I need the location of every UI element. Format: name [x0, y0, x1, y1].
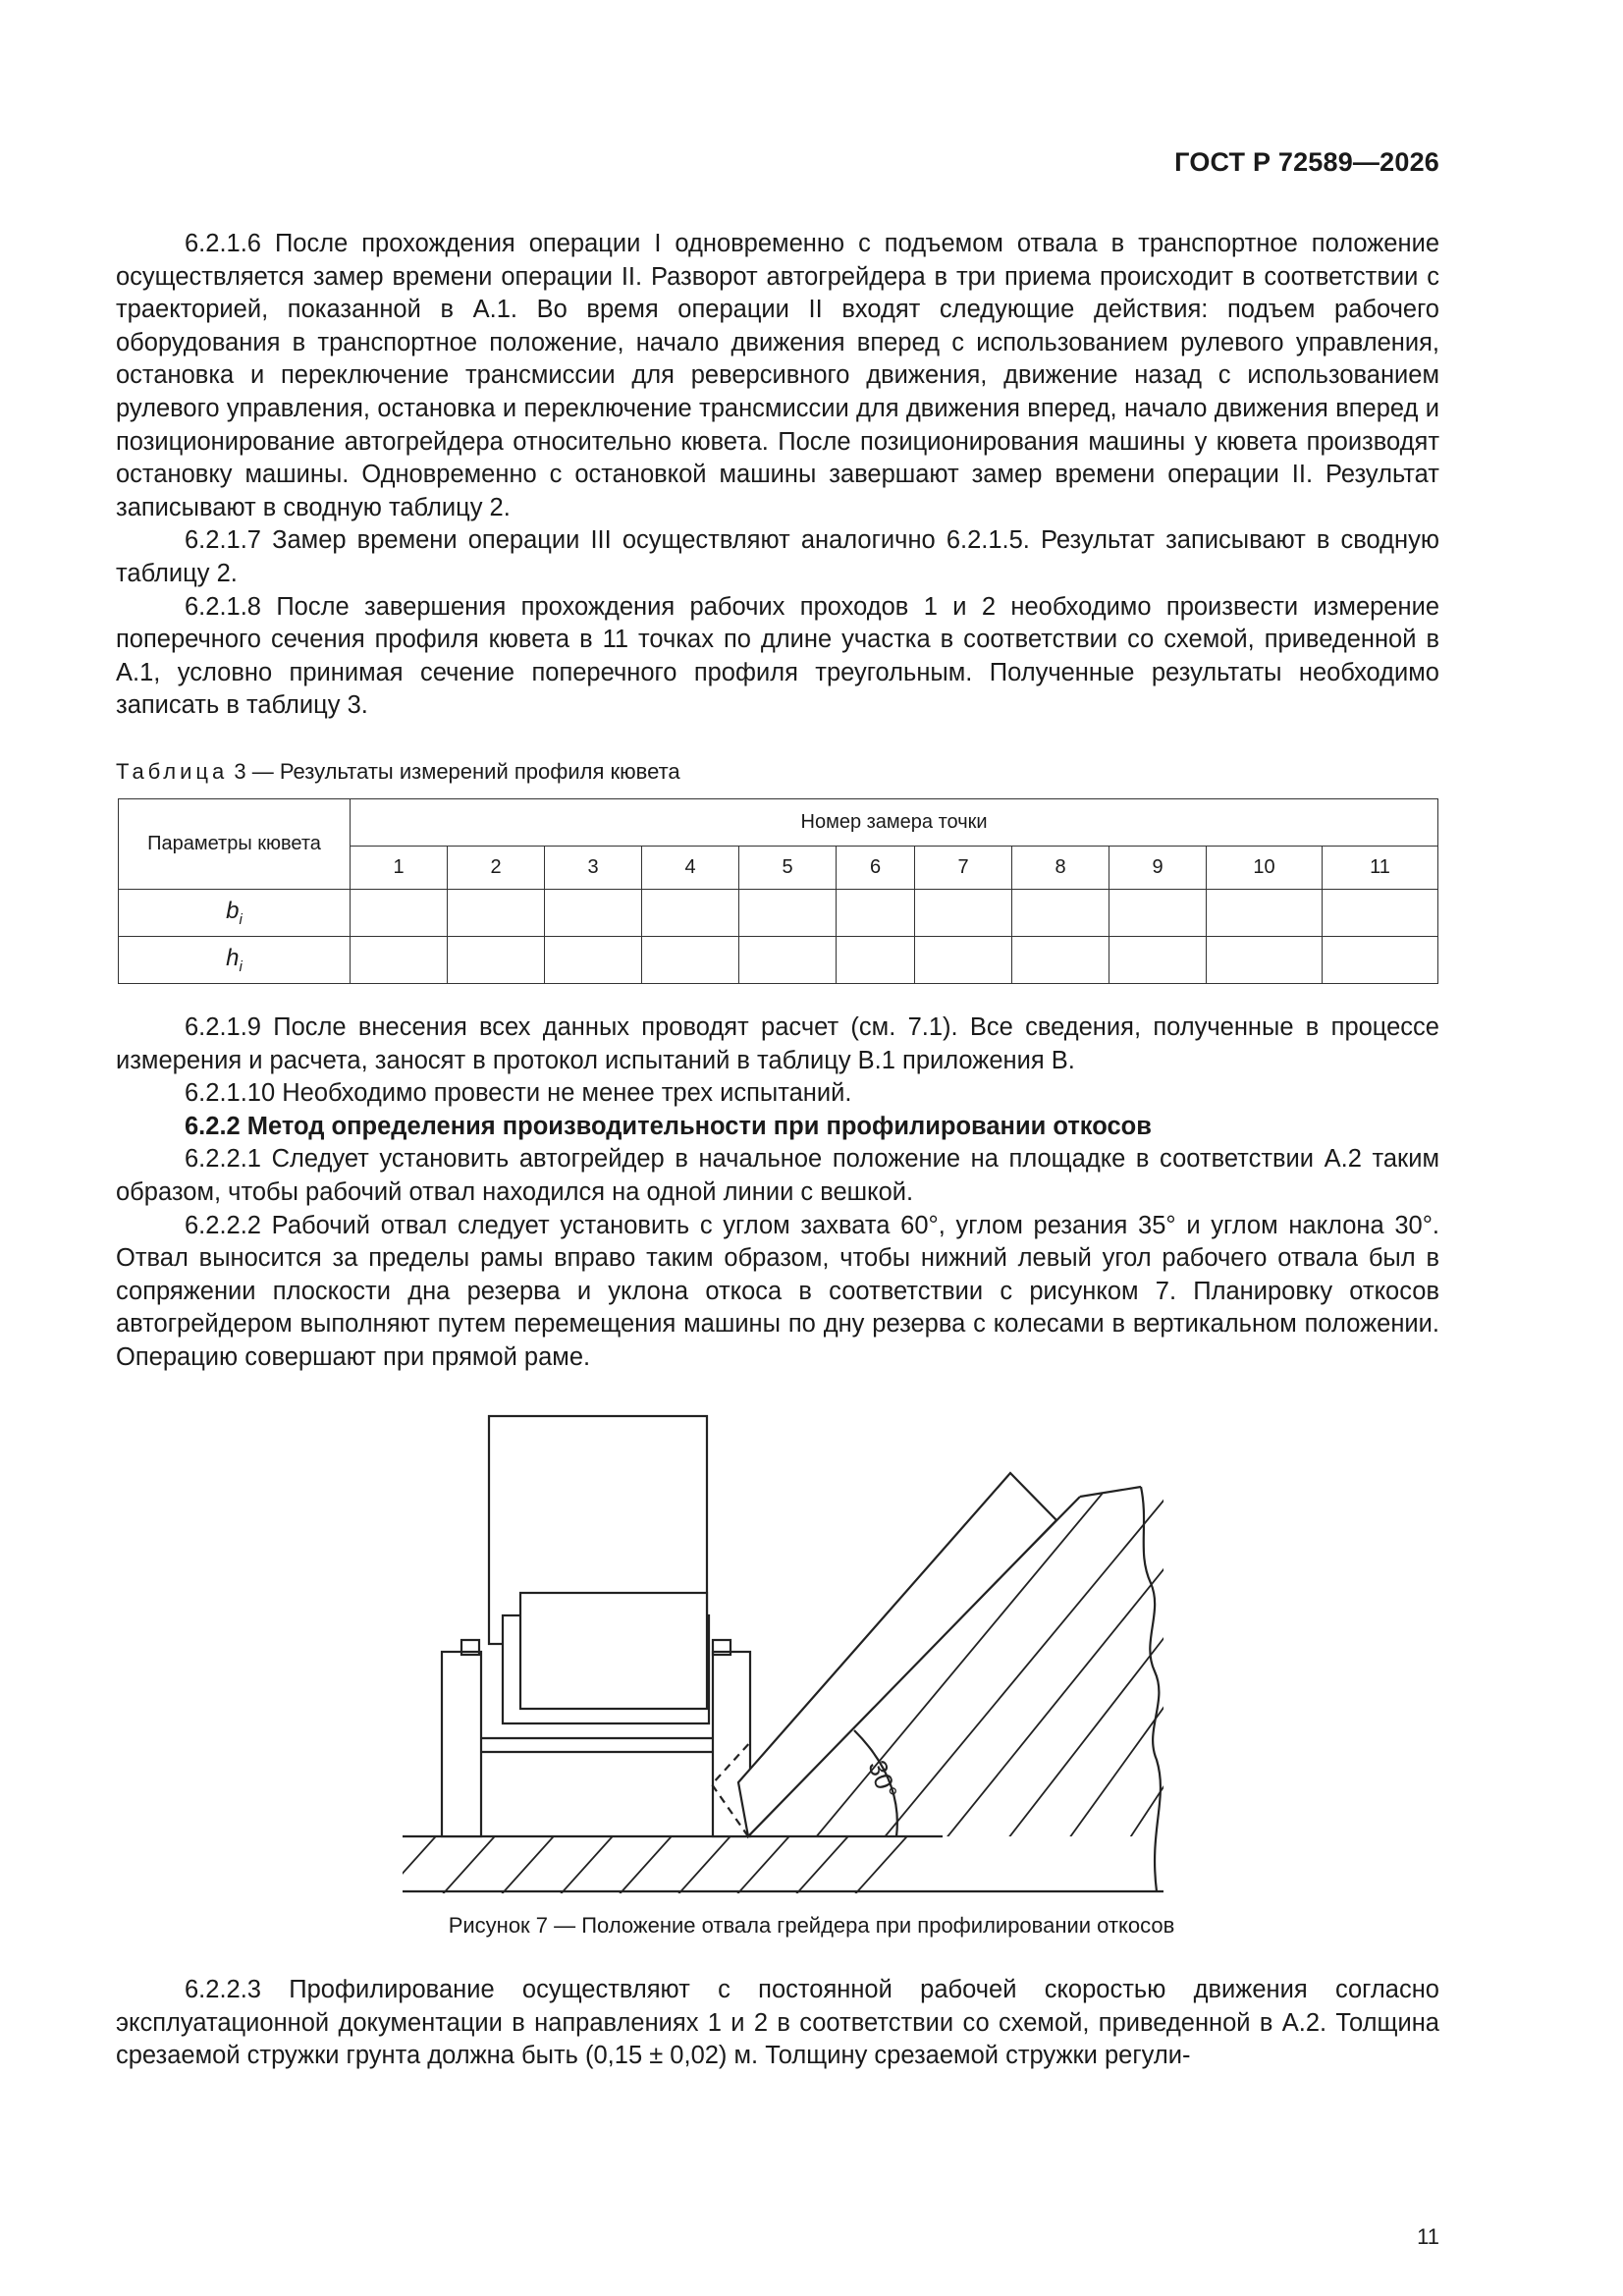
table-caption-title: 3 — Результаты измерений профиля кювета [228, 759, 680, 784]
paragraph-6-2-2-1: 6.2.2.1 Следует установить автогрейдер в начальное положение на площадке в соответствии А.2 таким образом, чтобы рабочий отвал находился на одной линии с вешкой. [116, 1145, 1439, 1206]
table-header-point-number: Номер замера точки [351, 799, 1438, 847]
slope-break-line [1141, 1487, 1161, 1891]
table-3 [118, 798, 1438, 984]
row-label-b: $b_i$ [119, 890, 351, 937]
table-column-number: 8 [1012, 847, 1109, 890]
paragraph-6-2-1-10: 6.2.1.10 Необходимо провести не менее трех испытаний. [185, 1079, 852, 1108]
paragraphs-6-2-1 [116, 228, 1439, 723]
grader-engine [520, 1593, 707, 1709]
table-column-number: 10 [1207, 847, 1323, 890]
table-column-number: 2 [448, 847, 545, 890]
paragraphs-6-2-1-9-to-6-2-2-2 [116, 1011, 1439, 1375]
figure-7-caption: Рисунок 7 — Положение отвала грейдера при профилировании откосов [448, 1913, 1175, 1938]
table-column-number: 4 [642, 847, 739, 890]
paragraph-6-2-2-3-block [116, 1974, 1439, 2073]
paragraph-6-2-2-2: 6.2.2.2 Рабочий отвал следует установить с углом захвата 60°, углом резания 35° и углом наклона 30°. Отвал выносится за пределы рамы вправо таким образом, чтобы нижний левый угол рабочего отвала был в сопряжении плоскости дна резерва и уклона откоса в соответствии с рисунком 7. Планировку откосов автогрейдером выполняют путем перемещения машины по дну резерва с колесами в вертикальном положении. Операцию совершают при прямой раме. [116, 1211, 1439, 1371]
table-row [119, 890, 1438, 937]
document-code-header: ГОСТ Р 72589—2026 [1174, 147, 1439, 177]
table-column-number: 7 [915, 847, 1012, 890]
paragraph-6-2-1-7: 6.2.1.7 Замер времени операции III осуществляют аналогично 6.2.1.5. Результат записывают в сводную таблицу 2. [116, 526, 1439, 587]
row-label-h: $h_i$ [119, 937, 351, 984]
figure-7-drawing [393, 1406, 1168, 1897]
table-row [119, 937, 1438, 984]
table-column-number: 1 [351, 847, 448, 890]
table-header-parameters: Параметры кювета [119, 799, 351, 890]
paragraph-6-2-1-9: 6.2.1.9 После внесения всех данных проводят расчет (см. 7.1). Все сведения, полученные в процессе измерения и расчета, заносят в протокол испытаний в таблицу В.1 приложения В. [116, 1013, 1439, 1074]
table-column-number: 9 [1109, 847, 1207, 890]
table-3-caption [116, 759, 680, 785]
table-column-number: 11 [1323, 847, 1438, 890]
table-column-number: 3 [545, 847, 642, 890]
table-column-number: 6 [837, 847, 915, 890]
table-caption-prefix: Таблица [116, 759, 229, 784]
angle-label: 30° [862, 1756, 903, 1803]
left-wheel [442, 1652, 481, 1836]
table-column-number: 5 [739, 847, 837, 890]
paragraph-6-2-1-6: 6.2.1.6 После прохождения операции I одновременно с подъемом отвала в транспортное положение осуществляется замер времени операции II. Разворот автогрейдера в три приема происходит в соответствии с траекторией, показанной в А.1. Во время операции II входят следующие действия: подъем рабочего оборудования в транспортное положение, начало движения вперед с использованием рулевого управления, остановка и переключение трансмиссии для реверсивного движения, движение назад с использованием рулевого управления, остановка и переключение трансмиссии для движения вперед, начало движения вперед и позиционирование автогрейдера относительно кювета. После позиционирования машины у кювета производят остановку машины. Одновременно с остановкой машины завершают замер времени операции II. Результат записывают в сводную таблицу 2. [116, 230, 1439, 521]
figure-7-grader-blade-diagram [393, 1406, 1168, 1897]
page-number: 11 [1417, 2224, 1439, 2249]
paragraph-6-2-1-8: 6.2.1.8 После завершения прохождения рабочих проходов 1 и 2 необходимо произвести измерение поперечного сечения профиля кювета в 11 точках по длине участка в соответствии со схемой, приведенной в А.1, условно принимая сечение поперечного профиля треугольным. Полученные результаты необходимо записать в таблицу 3. [116, 592, 1439, 720]
paragraph-6-2-2-3: 6.2.2.3 Профилирование осуществляют с постоянной рабочей скоростью движения согласно эксплуатационной документации в направлениях 1 и 2 в соответствии со схемой, приведенной в А.2. Толщина срезаемой стружки грунта должна быть (0,15 ± 0,02) м. Толщину срезаемой стружки регули- [116, 1976, 1439, 2070]
section-heading-6-2-2: 6.2.2 Метод определения производительности при профилировании откосов [185, 1112, 1152, 1140]
